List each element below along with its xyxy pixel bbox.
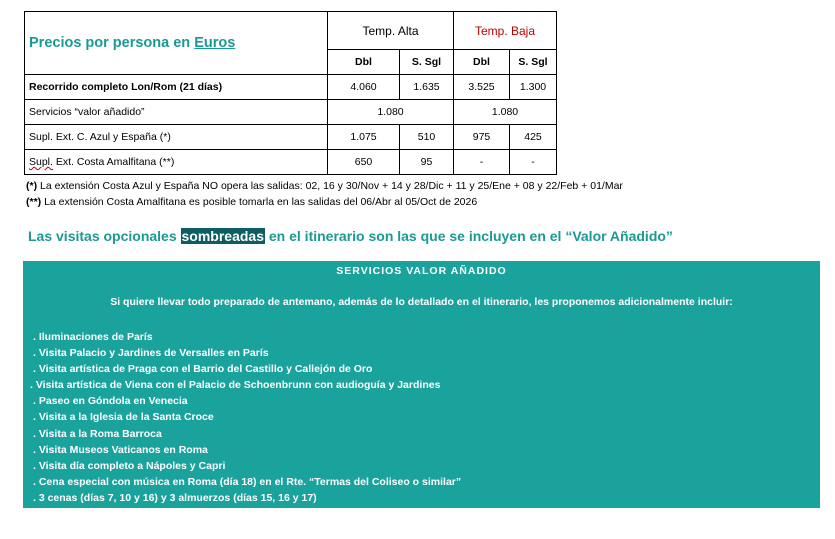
list-item: . Visita artística de Viena con el Palacio de Schoenbrunn con audioguía y Jardines (30, 379, 441, 392)
row-label: Supl. Ext. C. Azul y España (*) (25, 125, 328, 150)
headline: Las visitas opcionales sombreadas en el itinerario son las que se incluyen en el “Valor Añadido” (28, 228, 673, 244)
list-item: . Paseo en Góndola en Venecia (33, 395, 188, 408)
table-row (25, 150, 557, 175)
cell-value: 4.060 (328, 75, 400, 100)
season-low-header: Temp. Baja (454, 12, 557, 50)
list-item: . Visita a la Roma Barroca (33, 427, 162, 440)
panel-intro: Si quiere llevar todo preparado de antemano, además de lo detallado en el itinerario, les proponemos adicionalmente incluir: (110, 296, 733, 308)
table-row (25, 100, 557, 125)
list-item: . Iluminaciones de París (33, 331, 153, 343)
cell-value: 1.080 (328, 100, 454, 125)
highlighted-word: sombreadas (181, 228, 264, 244)
cell-value: 975 (454, 125, 510, 150)
row-label: Supl. Ext. Costa Amalfitana (**) (25, 150, 328, 175)
table-row (25, 125, 557, 150)
cell-value: 1.300 (510, 75, 557, 100)
list-item: . Visita Museos Vaticanos en Roma (33, 443, 208, 456)
row-label: Servicios “valor añadido” (25, 100, 328, 125)
cell-value: 95 (400, 150, 454, 175)
panel-title: SERVICIOS VALOR AÑADIDO (336, 265, 507, 277)
col-high-sgl: S. Sgl (400, 50, 454, 75)
cell-value: 1.080 (454, 100, 557, 125)
cell-value: 650 (328, 150, 400, 175)
list-item: . Visita Palacio y Jardines de Versalles en París (33, 347, 269, 360)
list-item: . Visita artística de Praga con el Barrio del Castillo y Callejón de Oro (33, 363, 373, 376)
list-item: . Visita a la Iglesia de la Santa Croce (33, 411, 214, 424)
list-item: . Cena especial con música en Roma (día 18) en el Rte. “Termas del Coliseo o similar” (33, 475, 462, 488)
footnote-2: (**) La extensión Costa Amalfitana es posible tomarla en las salidas del 06/Abr al 05/Oct de 2026 (26, 196, 478, 208)
cell-value: 1.635 (400, 75, 454, 100)
cell-value: 1.075 (328, 125, 400, 150)
currency-label: Euros (194, 35, 236, 51)
col-high-dbl: Dbl (328, 50, 400, 75)
cell-value: 3.525 (454, 75, 510, 100)
col-low-sgl: S. Sgl (510, 50, 557, 75)
row-label: Recorrido completo Lon/Rom (21 días) (25, 75, 328, 100)
list-item: . Visita día completo a Nápoles y Capri (33, 459, 226, 472)
cell-value: 425 (510, 125, 557, 150)
season-high-header: Temp. Alta (328, 12, 454, 50)
list-item: . 3 cenas (días 7, 10 y 16) y 3 almuerzos (días 15, 16 y 17) (33, 491, 317, 504)
price-table (24, 11, 557, 175)
services-list (30, 329, 820, 506)
cell-value: - (454, 150, 510, 175)
footnotes (26, 178, 623, 210)
col-low-dbl: Dbl (454, 50, 510, 75)
footnote-1: (*) La extensión Costa Azul y España NO opera las salidas: 02, 16 y 30/Nov + 14 y 28/Dic + 11 y 25/Ene + 08 y 22/Feb + 01/Mar (26, 180, 623, 192)
table-row (25, 75, 557, 100)
cell-value: - (510, 150, 557, 175)
table-title: Precios por persona en Euros (25, 12, 328, 75)
cell-value: 510 (400, 125, 454, 150)
value-added-panel (23, 261, 820, 508)
